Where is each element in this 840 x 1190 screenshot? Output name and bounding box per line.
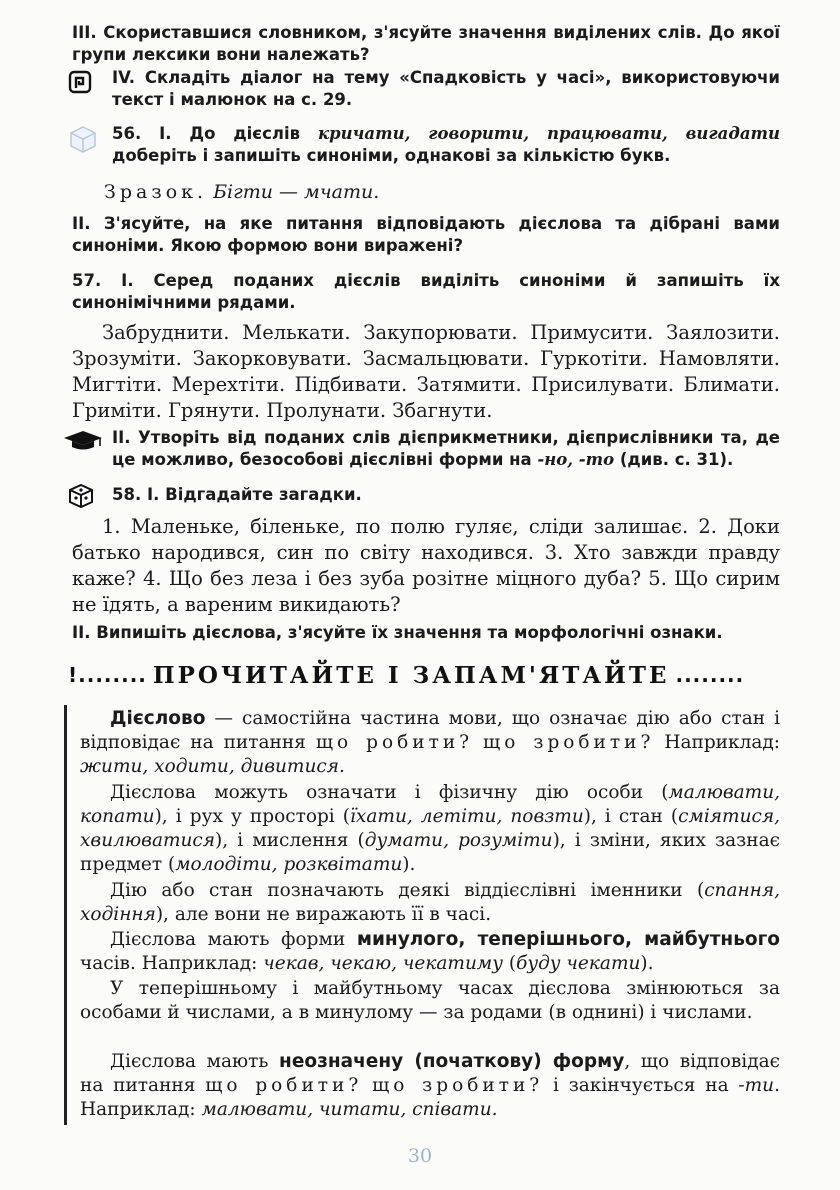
ex58-part2: II. Випишіть дієслова, з'ясуйте їх значення та морфологічні ознаки. [72,623,723,642]
cube-icon [68,124,98,158]
theory-paragraph-2: Дієслова можуть означати і фізичну дію особи (малювати, копати), і рух у просторі (їхати, летіти, повзти), і стан (сміятися, хвилюватися), і мислення (думати, розуміти), і зміни, яких зазнає предмет (молодіти, розквітати). [80,782,780,875]
ex57-verbs: Забруднити. Мелькати. Закупорювати. Примусити. Заялозити. Зрозуміти. Закорковувати. Засмальцювати. Гуркотіти. Намовляти. Мигтіти. Мерехтіти. Підбивати. Затямити. Присилувати. Блимати. Гриміти. Грянути. Пролунати. Збагнути. [72,321,780,422]
ex56-sample: Зразок. Бігти — мчати. [104,181,380,203]
theory-paragraph-6: Дієслова мають неозначену (початкову) форму, що відповідає на питання що робити? що зробити? і закінчується на -ти. Наприклад: малювати, читати, співати. [80,1051,781,1120]
banner-title: ПРОЧИТАЙТЕ І ЗАПАМ'ЯТАЙТЕ [152,661,670,689]
exercise-57: 57. І. Серед поданих дієслів виділіть синоніми й запишіть їх синонімічними рядами. [72,271,780,312]
graduation-cap-icon [62,430,104,456]
task-iii: III. Скориставшися словником, з'ясуйте значення виділених слів. До якої групи лексики вони належать? [72,23,780,64]
exercise-56: 56. І. До дієслів кричати, говорити, працювати, вигадати доберіть і запишіть синоніми, однакові за кількістю букв. [112,124,780,165]
dialog-icon [68,70,92,98]
read-and-remember-banner: !........ ПРОЧИТАЙТЕ І ЗАПАМ'ЯТАЙТЕ ........ [68,661,745,689]
theory-paragraph-4: Дієслова мають форми минулого, теперішнього, майбутнього часів. Наприклад: чекав, чекаю, чекатиму (буду чекати). [80,929,780,974]
theory-paragraph-5: У теперішньому і майбутньому часах дієслова змінюються за особами й числами, а в минулому — за родами (в однині) і числами. [80,978,780,1023]
theory-left-rule [64,705,67,1125]
theory-paragraph-3: Дію або стан позначають деякі віддієслівні іменники (спання, ходіння), але вони не виражають її в часі. [80,880,780,925]
exclamation-icon: !........ [68,663,147,687]
ex57-part2: II. Утворіть від поданих слів дієприкметники, дієприслівники та, де це можливо, безособові дієслівні форми на -но, -то (див. с. 31). [112,428,780,469]
exercise-58: 58. І. Відгадайте загадки. [112,485,362,504]
page-number: 30 [407,1145,433,1167]
ex56-part2: II. З'ясуйте, на яке питання відповідають дієслова та дібрані вами синоніми. Якою формою вони виражені? [72,214,780,255]
task-iv: IV. Складіть діалог на тему «Спадковість у часі», використовуючи текст і малюнок на с. 29. [112,68,780,109]
ex58-riddles: 1. Маленьке, біленьке, по полю гуляє, сліди залишає. 2. Доки батько народився, син по світу находився. 3. Хто завжди правду каже? 4. Що без леза і без зуба розітне міцного дуба? 5. Що сирим не їдять, а вареним викидають? [72,515,780,616]
theory-paragraph-1: Дієслово — самостійна частина мови, що означає дію або стан і відповідає на питання що робити? що зробити? Наприклад: жити, ходити, дивитися. [80,708,780,777]
dice-icon [68,483,94,513]
